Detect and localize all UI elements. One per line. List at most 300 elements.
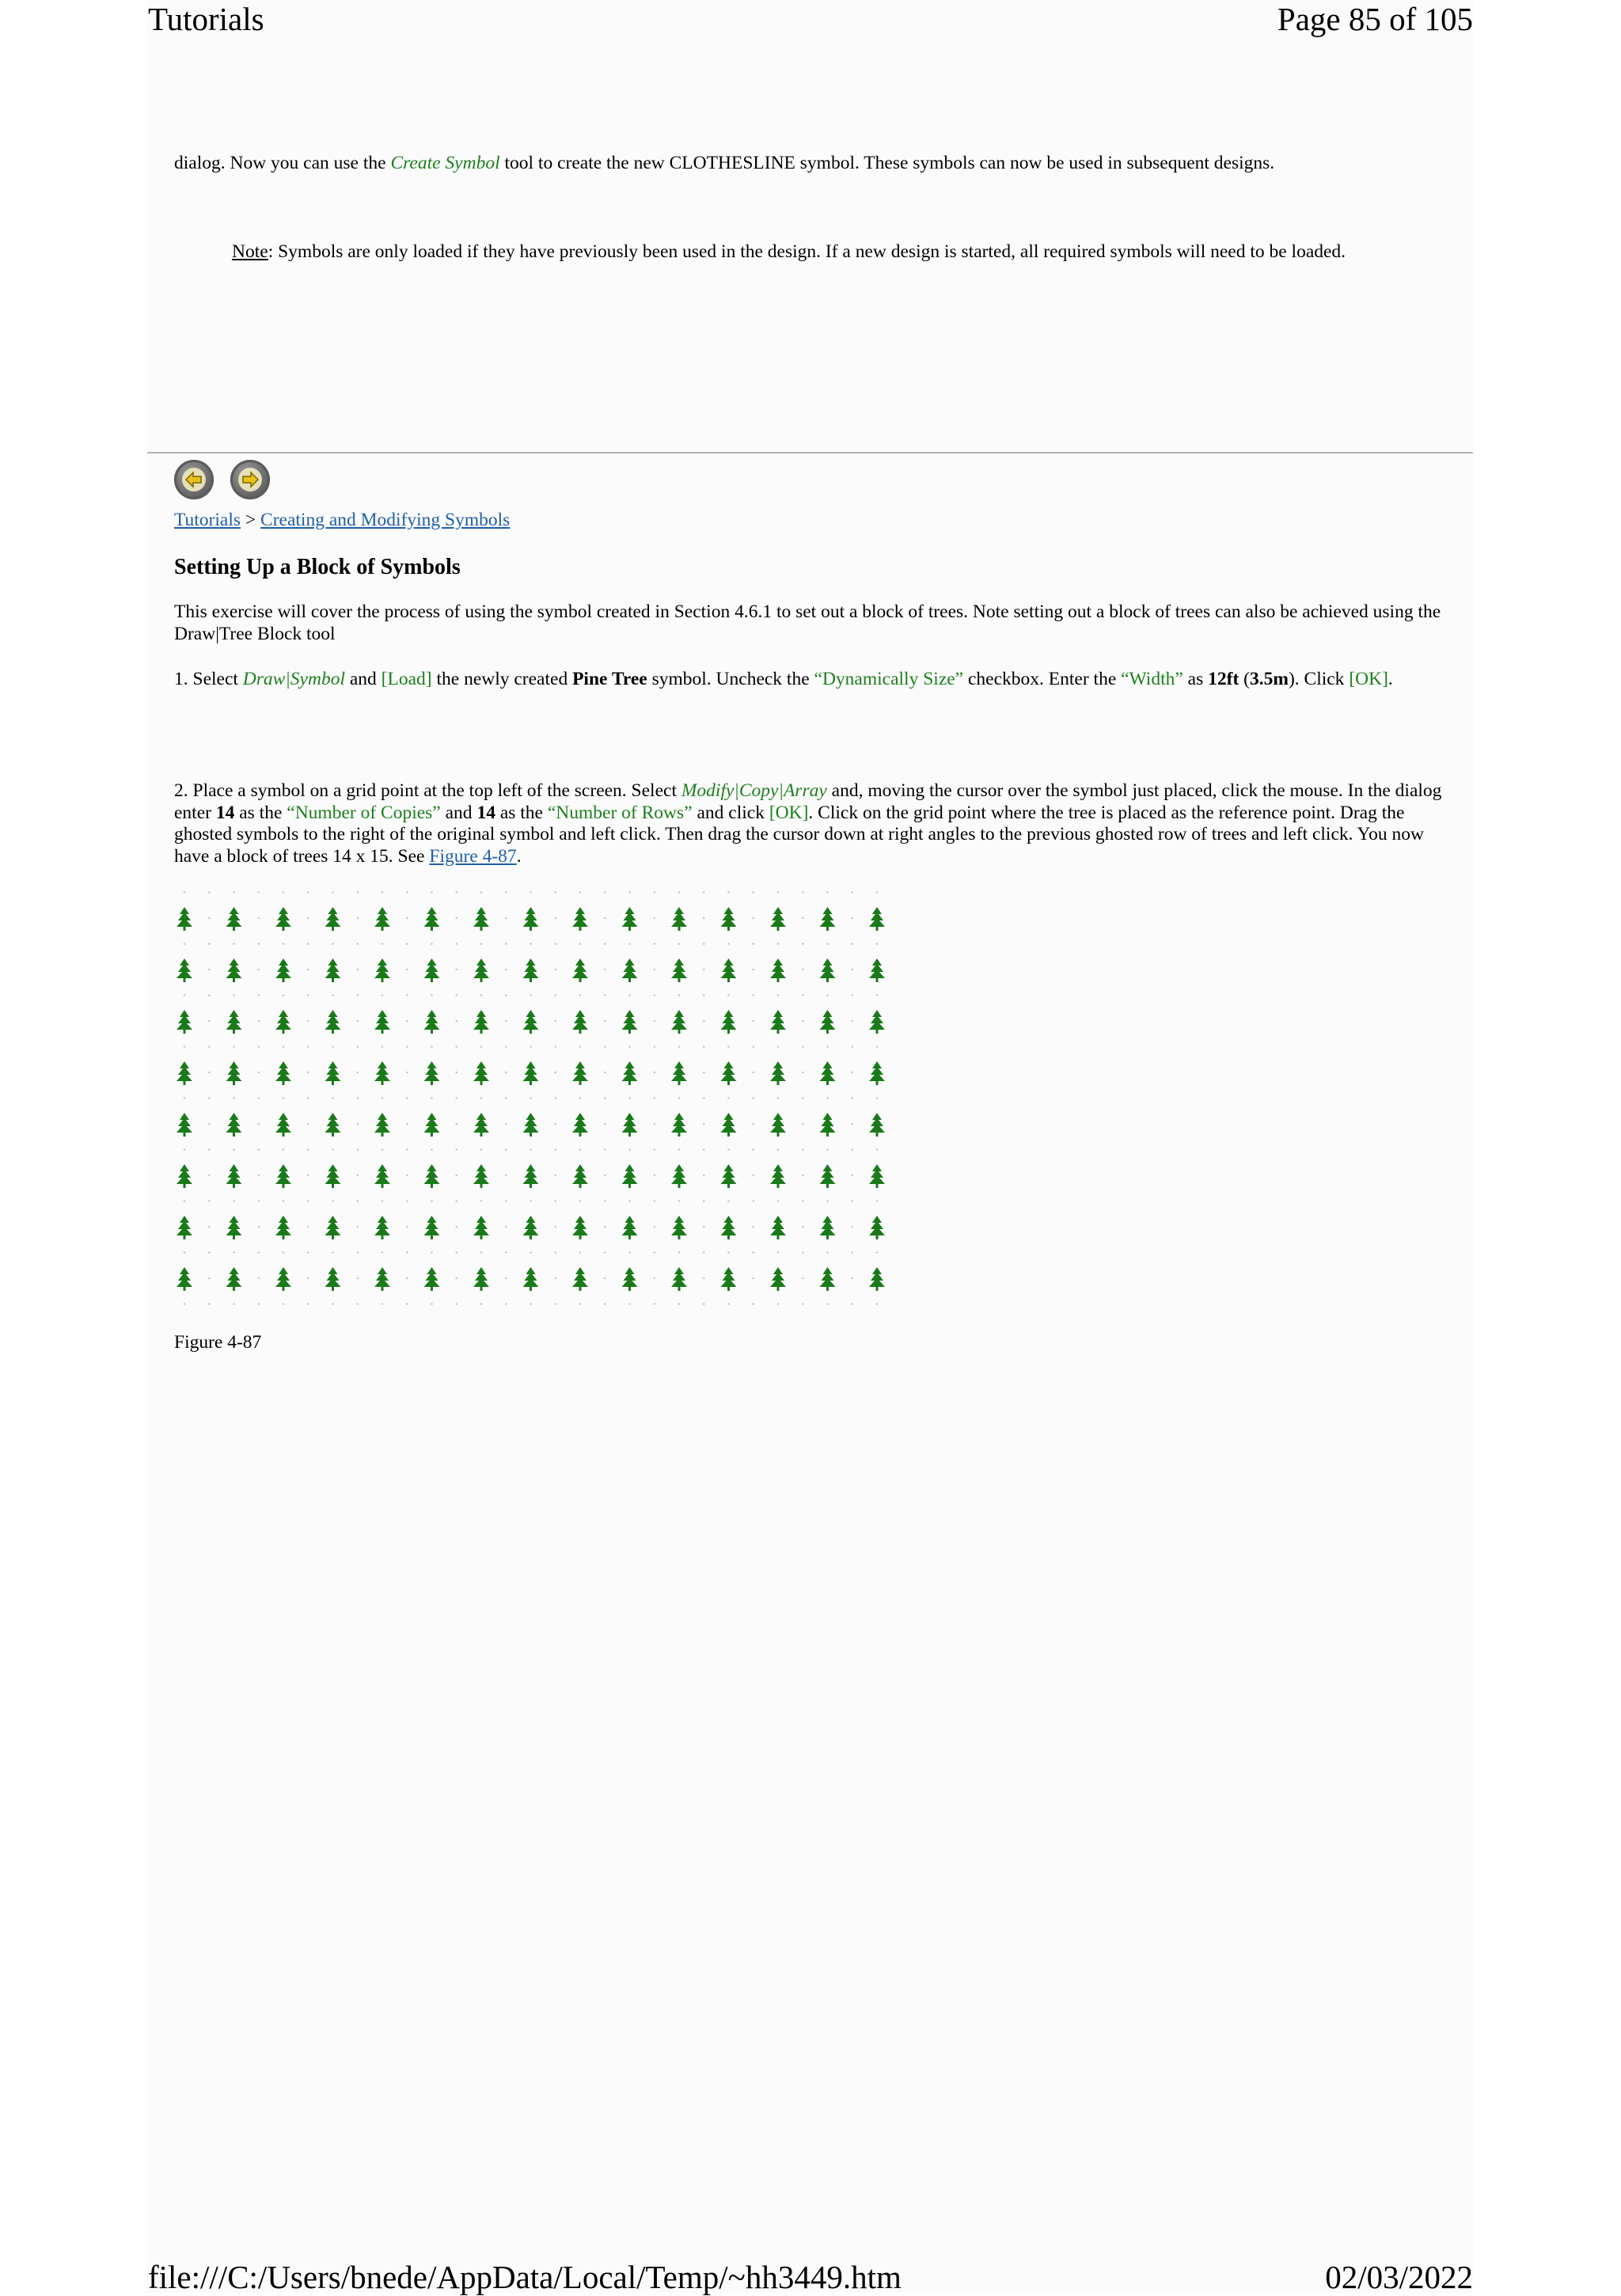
grid-dot [233,943,235,945]
step-1: 1. Select Draw|Symbol and [Load] the newly created Pine Tree symbol. Uncheck the “Dynamically Size” checkbox. Enter the “Width” as 12ft (3.5m). Click [OK]. [174,669,1393,689]
grid-dot [283,1303,285,1305]
grid-dot [852,994,854,996]
grid-dot [505,917,507,920]
pine-tree-icon [523,1010,539,1034]
grid-dot [406,1251,408,1254]
grid-dot [307,1175,309,1177]
back-arrow-icon [181,467,207,492]
grid-dot [654,1097,656,1099]
pine-tree-icon [177,1216,192,1239]
grid-dot [826,891,829,894]
grid-dot [406,969,408,971]
grid-dot [505,891,507,894]
pine-tree-icon [869,1164,885,1188]
grid-dot [727,1251,730,1254]
pine-tree-icon [721,907,737,931]
grid-dot [555,1200,557,1202]
grid-dot [802,1303,804,1305]
grid-dot [456,917,458,920]
pine-tree-icon [671,1061,687,1085]
grid-dot [703,1175,705,1177]
pine-tree-icon [226,1113,242,1137]
grid-dot [826,1303,829,1305]
grid-dot [876,943,879,945]
grid-dot [382,1251,384,1254]
pine-tree-icon [374,1267,390,1291]
grid-dot [579,1200,582,1202]
forward-button[interactable] [230,460,270,499]
grid-dot [530,1046,532,1048]
grid-dot [456,1200,458,1202]
grid-dot [777,994,780,996]
grid-dot [604,969,606,971]
grid-dot [480,1251,483,1254]
grid-dot [456,1148,458,1151]
pine-tree-icon [572,1164,588,1188]
pine-tree-icon [374,1164,390,1188]
grid-dot [208,891,211,894]
grid-dot [357,1200,359,1202]
back-button[interactable] [174,460,214,499]
grid-dot [357,1097,359,1099]
grid-dot [307,1303,309,1305]
pine-tree-icon [424,1113,440,1137]
pine-tree-icon [869,1061,885,1085]
pine-tree-icon [572,1216,588,1239]
grid-dot [184,994,186,996]
pine-tree-icon [424,1010,440,1034]
pine-tree-icon [275,1216,291,1239]
grid-dot [530,994,532,996]
grid-dot [654,891,656,894]
grid-dot [233,891,235,894]
grid-dot [826,1200,829,1202]
grid-dot [283,994,285,996]
grid-dot [826,1046,829,1048]
grid-dot [357,1123,359,1125]
grid-dot [852,943,854,945]
grid-dot [753,1200,755,1202]
grid-dot [530,1148,532,1151]
grid-dot [184,1148,186,1151]
pine-tree-icon [275,1164,291,1188]
pine-tree-icon [275,907,291,931]
grid-dot [555,994,557,996]
grid-dot [480,1097,483,1099]
grid-dot [678,1148,681,1151]
grid-dot [233,1303,235,1305]
pine-tree-icon [424,1216,440,1239]
grid-dot [555,917,557,920]
grid-dot [802,1020,804,1023]
grid-dot [332,1148,334,1151]
pine-tree-icon [275,1113,291,1137]
grid-dot [258,1200,260,1202]
grid-dot [753,1303,755,1305]
grid-dot [258,1097,260,1099]
grid-dot [307,1148,309,1151]
page-counter: Page 85 of 105 [1277,1,1473,37]
grid-dot [802,1200,804,1202]
grid-dot [753,1123,755,1125]
pine-tree-icon [572,1061,588,1085]
grid-dot [727,943,730,945]
grid-dot [802,994,804,996]
footer-date: 02/03/2022 [1325,2259,1473,2295]
grid-dot [555,1277,557,1280]
grid-dot [406,943,408,945]
grid-dot [604,1226,606,1228]
grid-dot [208,994,211,996]
grid-dot [258,917,260,920]
grid-dot [233,1097,235,1099]
pine-tree-icon [226,907,242,931]
grid-dot [555,1072,557,1074]
grid-dot [604,1046,606,1048]
grid-dot [703,1020,705,1023]
grid-dot [802,1046,804,1048]
grid-dot [628,1046,631,1048]
grid-dot [233,1251,235,1254]
pine-tree-icon [622,958,638,982]
grid-dot [357,969,359,971]
grid-dot [233,1200,235,1202]
grid-dot [654,1226,656,1228]
grid-dot [604,1175,606,1177]
grid-dot [777,1148,780,1151]
grid-dot [184,1097,186,1099]
grid-dot [431,994,433,996]
grid-dot [753,1148,755,1151]
grid-dot [505,969,507,971]
figure-caption: Figure 4-87 [174,1332,262,1353]
pine-tree-icon [177,907,192,931]
grid-dot [579,1148,582,1151]
breadcrumb: Tutorials > Creating and Modifying Symbols [174,510,511,530]
pine-tree-icon [374,1113,390,1137]
grid-dot [555,969,557,971]
breadcrumb-tutorials-link[interactable]: Tutorials [174,510,241,530]
pine-tree-icon [275,1010,291,1034]
grid-dot [505,1200,507,1202]
pine-tree-icon [770,1164,786,1188]
grid-dot [654,969,656,971]
pine-tree-icon [523,1267,539,1291]
grid-dot [654,1277,656,1280]
grid-dot [852,1277,854,1280]
grid-dot [406,1097,408,1099]
grid-dot [753,1020,755,1023]
pine-tree-icon [325,1216,341,1239]
grid-dot [703,1226,705,1228]
grid-dot [357,1251,359,1254]
pine-tree-icon [275,1267,291,1291]
grid-dot [382,943,384,945]
grid-dot [431,1046,433,1048]
grid-dot [604,891,606,894]
grid-dot [753,891,755,894]
grid-dot [727,1148,730,1151]
pine-tree-icon [820,958,836,982]
grid-dot [456,1226,458,1228]
grid-dot [852,1251,854,1254]
grid-dot [382,1200,384,1202]
grid-dot [753,1097,755,1099]
pine-tree-icon [177,1010,192,1034]
grid-dot [357,1072,359,1074]
pine-tree-icon [177,1164,192,1188]
pine-tree-icon [177,958,192,982]
grid-dot [604,1277,606,1280]
pine-tree-icon [523,1113,539,1137]
grid-dot [579,1097,582,1099]
grid-dot [184,1303,186,1305]
grid-dot [753,1226,755,1228]
grid-dot [332,1200,334,1202]
grid-dot [357,943,359,945]
grid-dot [208,1046,211,1048]
grid-dot [406,1277,408,1280]
grid-dot [307,917,309,920]
grid-dot [283,1046,285,1048]
grid-dot [852,1200,854,1202]
grid-dot [628,994,631,996]
grid-dot [604,1072,606,1074]
grid-dot [357,1046,359,1048]
breadcrumb-current-link[interactable]: Creating and Modifying Symbols [260,510,511,530]
grid-dot [753,1046,755,1048]
grid-dot [802,1277,804,1280]
pine-tree-icon [622,1061,638,1085]
grid-dot [777,1251,780,1254]
pine-tree-icon [572,1010,588,1034]
grid-dot [852,1148,854,1151]
grid-dot [654,1072,656,1074]
grid-dot [307,1020,309,1023]
grid-dot [628,1251,631,1254]
pine-tree-icon [820,1267,836,1291]
grid-dot [357,1175,359,1177]
grid-dot [184,891,186,894]
grid-dot [456,943,458,945]
grid-dot [184,1046,186,1048]
grid-dot [654,1020,656,1023]
grid-dot [604,1097,606,1099]
grid-dot [678,994,681,996]
grid-dot [307,1046,309,1048]
grid-dot [307,943,309,945]
grid-dot [406,1123,408,1125]
grid-dot [505,1175,507,1177]
grid-dot [307,1072,309,1074]
grid-dot [777,943,780,945]
pine-tree-icon [622,1267,638,1291]
grid-dot [579,891,582,894]
pine-tree-icon [820,1061,836,1085]
grid-dot [628,891,631,894]
grid-dot [332,1097,334,1099]
pine-tree-icon [820,1113,836,1137]
grid-dot [777,1200,780,1202]
grid-dot [654,1303,656,1305]
grid-dot [258,1175,260,1177]
grid-dot [208,1226,211,1228]
grid-dot [852,1123,854,1125]
grid-dot [604,1123,606,1125]
pine-tree-icon [820,1216,836,1239]
grid-dot [555,1251,557,1254]
figure-tree-block [168,885,896,1306]
grid-dot [852,1175,854,1177]
grid-dot [654,1046,656,1048]
grid-dot [876,1097,879,1099]
pine-tree-icon [424,1267,440,1291]
pine-tree-icon [374,1010,390,1034]
grid-dot [852,891,854,894]
grid-dot [826,1097,829,1099]
grid-dot [876,1251,879,1254]
grid-dot [678,1200,681,1202]
grid-dot [307,1200,309,1202]
figure-4-87-link[interactable]: Figure 4-87 [429,845,517,867]
grid-dot [456,1303,458,1305]
pine-tree-icon [374,1216,390,1239]
pine-tree-icon [770,1216,786,1239]
grid-dot [876,891,879,894]
grid-dot [802,1097,804,1099]
grid-dot [505,1251,507,1254]
pine-tree-icon [226,1010,242,1034]
grid-dot [703,1097,705,1099]
grid-dot [703,969,705,971]
create-symbol-tool: Create Symbol [390,153,500,173]
pine-tree-icon [424,1164,440,1188]
grid-dot [802,1148,804,1151]
grid-dot [703,1277,705,1280]
grid-dot [753,1175,755,1177]
pine-tree-icon [671,1216,687,1239]
pine-tree-icon [869,907,885,931]
note-label: Note [232,241,268,262]
grid-dot [505,1303,507,1305]
grid-dot [628,1303,631,1305]
grid-dot [258,1123,260,1125]
pine-tree-icon [869,1010,885,1034]
grid-dot [530,1251,532,1254]
grid-dot [258,1072,260,1074]
grid-dot [283,943,285,945]
grid-dot [233,994,235,996]
grid-dot [555,1175,557,1177]
pine-tree-icon [572,958,588,982]
grid-dot [332,1251,334,1254]
grid-dot [826,943,829,945]
grid-dot [357,1020,359,1023]
grid-dot [876,1200,879,1202]
pine-tree-icon [177,1113,192,1137]
grid-dot [579,1303,582,1305]
grid-dot [703,1123,705,1125]
pine-tree-icon [622,907,638,931]
pine-tree-icon [671,958,687,982]
grid-dot [826,1251,829,1254]
grid-dot [406,994,408,996]
grid-dot [258,1046,260,1048]
grid-dot [431,943,433,945]
grid-dot [208,969,211,971]
pine-tree-icon [721,1113,737,1137]
grid-dot [258,969,260,971]
grid-dot [579,994,582,996]
grid-dot [184,1251,186,1254]
grid-dot [802,1226,804,1228]
grid-dot [678,1097,681,1099]
pine-tree-icon [473,1164,489,1188]
grid-dot [258,1148,260,1151]
grid-dot [802,1251,804,1254]
pine-tree-icon [226,1267,242,1291]
grid-dot [480,1046,483,1048]
grid-dot [456,1123,458,1125]
grid-dot [357,1148,359,1151]
grid-dot [406,1175,408,1177]
grid-dot [703,1148,705,1151]
grid-dot [802,1123,804,1125]
grid-dot [208,917,211,920]
grid-dot [505,994,507,996]
grid-dot [332,994,334,996]
pine-tree-icon [523,1164,539,1188]
grid-dot [406,1046,408,1048]
grid-dot [456,969,458,971]
grid-dot [852,1226,854,1228]
section-intro: This exercise will cover the process of using the symbol created in Section 4.6.1 to set out a block of trees. Note setting out a block of trees can also be achieved using the Draw|Tree Block tool [174,602,1441,644]
grid-dot [307,1277,309,1280]
pine-tree-icon [622,1216,638,1239]
grid-dot [208,1123,211,1125]
grid-dot [406,891,408,894]
grid-dot [604,943,606,945]
grid-dot [703,1072,705,1074]
grid-dot [208,1200,211,1202]
grid-dot [555,1123,557,1125]
grid-dot [307,891,309,894]
grid-dot [258,1226,260,1228]
grid-dot [727,1303,730,1305]
grid-dot [802,943,804,945]
grid-dot [727,1200,730,1202]
grid-dot [184,1200,186,1202]
grid-dot [307,1251,309,1254]
pine-tree-icon [869,1216,885,1239]
pine-tree-icon [721,1216,737,1239]
grid-dot [456,1097,458,1099]
pine-tree-icon [275,958,291,982]
grid-dot [505,1072,507,1074]
grid-dot [431,1251,433,1254]
pine-tree-icon [721,1164,737,1188]
grid-dot [382,1046,384,1048]
grid-dot [382,1148,384,1151]
grid-dot [456,1175,458,1177]
grid-dot [703,1251,705,1254]
grid-dot [727,891,730,894]
pine-tree-icon [820,1010,836,1034]
grid-dot [480,1148,483,1151]
pine-tree-icon [374,1061,390,1085]
grid-dot [555,1097,557,1099]
grid-dot [654,994,656,996]
